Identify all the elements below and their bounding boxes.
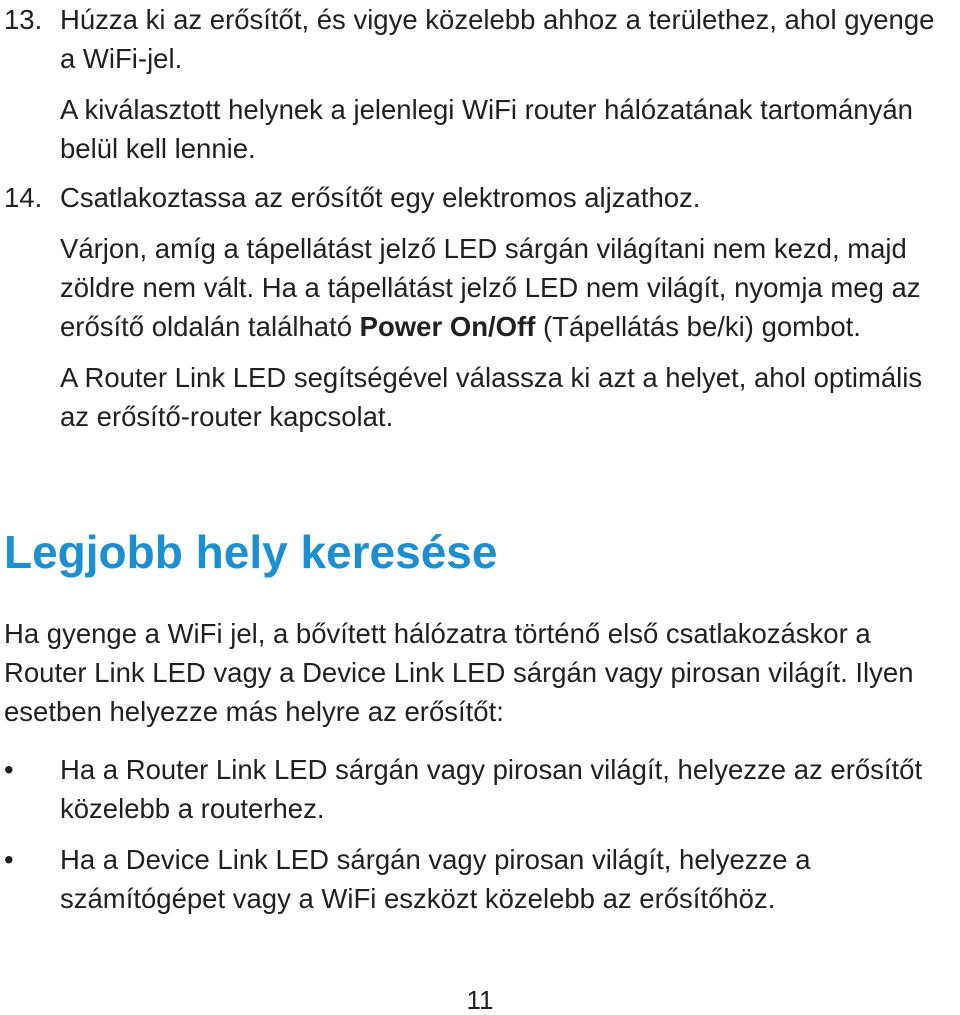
power-button-label: Power On/Off bbox=[359, 311, 536, 342]
step-paragraph: Húzza ki az erősítőt, és vigye közelebb ahhoz a területhez, ahol gyenge a WiFi-jel. bbox=[60, 4, 935, 74]
step-paragraph: A Router Link LED segítségével válassza ki azt a helyet, ahol optimális az erősítő-router kapcsolat. bbox=[60, 362, 923, 432]
step-13 bbox=[0, 0, 950, 168]
bullet-item bbox=[0, 840, 950, 918]
step-14 bbox=[0, 178, 950, 436]
step-paragraph: Csatlakoztassa az erősítőt egy elektromos aljzathoz. bbox=[60, 182, 701, 213]
section-heading: Legjobb hely keresése bbox=[4, 526, 498, 578]
step-body bbox=[60, 0, 950, 168]
step-body bbox=[60, 178, 950, 436]
step-paragraph bbox=[60, 229, 950, 346]
step-number: 14. bbox=[4, 182, 43, 213]
step-paragraph: A kiválasztott helynek a jelenlegi WiFi router hálózatának tartományán belül kell lennie. bbox=[60, 94, 913, 164]
bullet-text: Ha a Router Link LED sárgán vagy pirosan világít, helyezze az erősítőt közelebb a routerhez. bbox=[60, 754, 923, 824]
paragraph-text: Várjon, amíg a tápellátást jelző LED sárgán világítani nem kezd, majd zöldre nem vált. Ha a tápellátást jelző LED nem világít, nyomja meg az erősítő oldalán található bbox=[60, 233, 921, 342]
bullet-icon: • bbox=[4, 754, 14, 785]
step-number: 13. bbox=[4, 4, 43, 35]
bullet-icon: • bbox=[4, 844, 14, 875]
section-intro: Ha gyenge a WiFi jel, a bővített hálózatra történő első csatlakozáskor a Router Link LED vagy a Device Link LED sárgán vagy pirosan világít. Ilyen esetben helyezze más helyre az erősítőt: bbox=[4, 618, 914, 727]
bullet-item bbox=[0, 750, 950, 828]
bullet-text: Ha a Device Link LED sárgán vagy pirosan világít, helyezze a számítógépet vagy a WiFi eszközt közelebb az erősítőhöz. bbox=[60, 844, 811, 914]
page-number: 11 bbox=[466, 985, 494, 1015]
paragraph-text: (Tápellátás be/ki) gombot. bbox=[535, 311, 861, 342]
